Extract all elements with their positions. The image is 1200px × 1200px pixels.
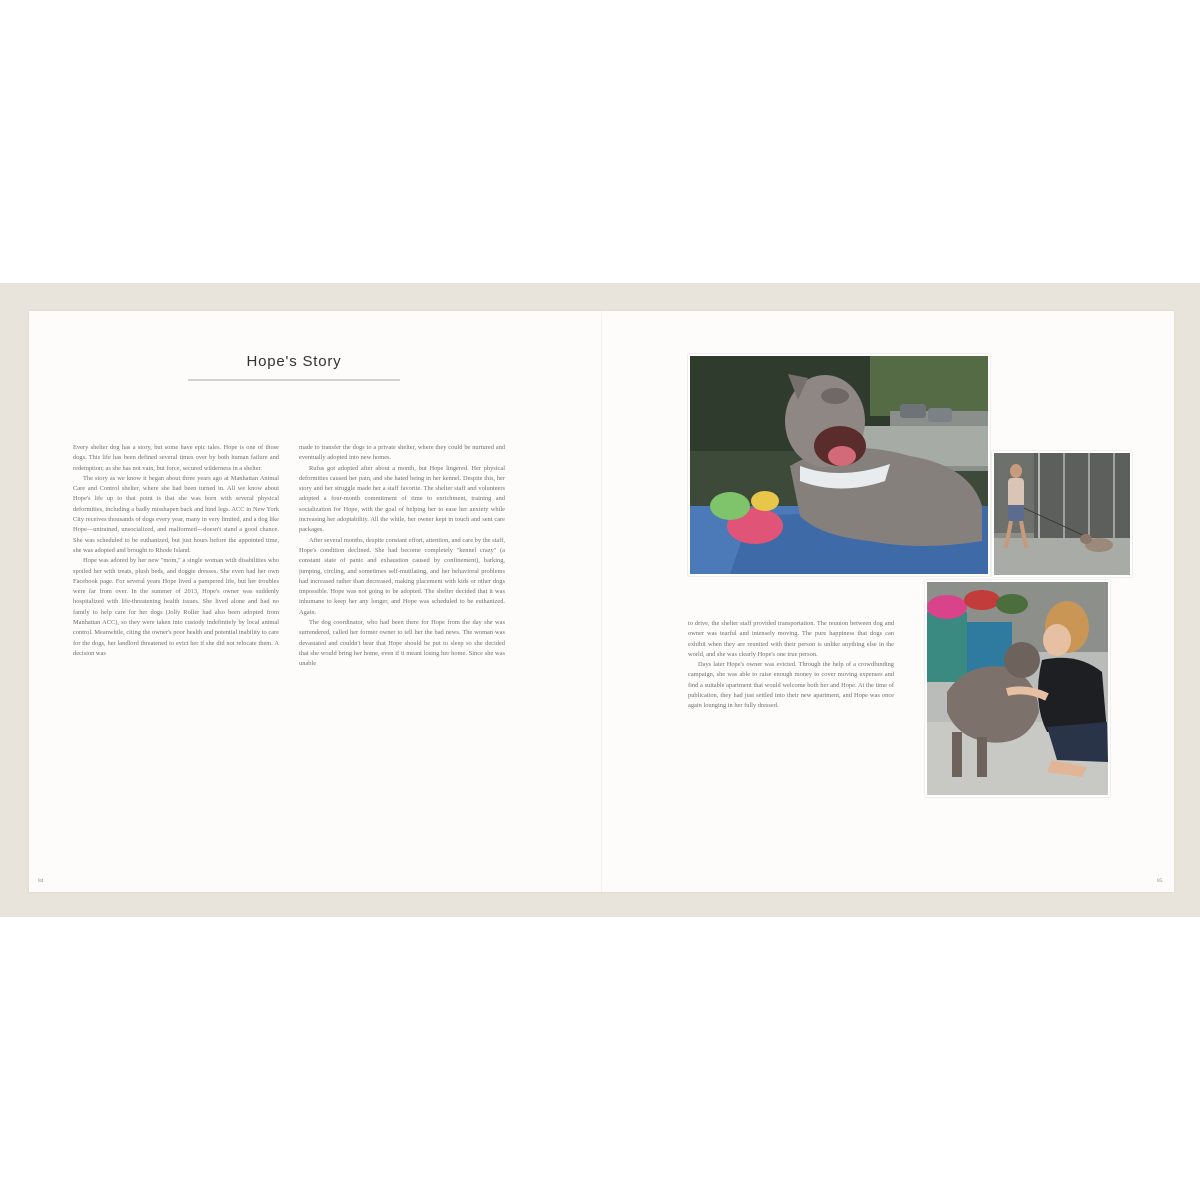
paragraph: The story as we know it began about three years ago at Manhattan Animal Care and Control shelter, where she had been turned in. All we know about Hope's life up to that point is that she was born with several physical deformities, including a badly misshapen back and hind legs. ACC in New York City receives thousands of dogs every year, many in very limited, and a dog like Hope—untrained, unsocialized, and malformed—doesn't stand a good chance. She was scheduled to be euthanized, but just hours before the appointed time, she was adopted and brought to Rhode Island.	[73, 474, 279, 554]
left-page-column-2	[299, 443, 505, 835]
page-number-right: 85	[1157, 878, 1163, 884]
photo-woman-hugging-dog	[925, 580, 1110, 797]
paragraph: The dog coordinator, who had been there for Hope from the day she was surrendered, called her former owner to tell her the bad news. The woman was devastated and couldn't bear that Hope should be put to sleep so she decided that she would bring her home, even if it meant losing her home. Since she was unable	[299, 619, 505, 668]
paragraph: Days later Hope's owner was evicted. Through the help of a crowdfunding campaign, she was able to raise enough money to cover moving expenses and find a suitable apartment that would welcome both her and Hope. At the time of publication, they had just settled into their new apartment, and Hope was once again lounging in her fully dressed.	[688, 661, 894, 710]
paragraph: After several months, despite constant effort, attention, and care by the staff, Hope's condition declined. She had become completely "kennel crazy" (a constant state of panic and exhaustion caused by confinement), barking, jumping, circling, and sometimes self-mutilating, and her behavioral problems had increased rather than decreased, making placement with kids or other dogs impossible. Hope was not going to be adopted. The shelter decided that it was inhumane to keep her any longer, and Hope was scheduled to be euthanized. Again.	[299, 536, 505, 616]
dog-walk-image	[994, 453, 1130, 575]
photo-dog-smiling	[688, 354, 990, 576]
paragraph: to drive, the shelter staff provided transportation. The reunion between dog and owner was tearful and intensely moving. The pure happiness that dogs can exhibit when they are reunited with their person is unlike anything else in the world, and she was clearly Hope's one true person.	[688, 620, 894, 658]
photo-dog-walk	[992, 451, 1132, 577]
paragraph: Every shelter dog has a story, but some have epic tales. Hope is one of those dogs. This life has been defined several times over by both human failure and redemption; as she has not vain, but force, secured wilderness in a shelter.	[73, 444, 279, 472]
page-number-left: 84	[38, 878, 44, 884]
right-page-column-1	[688, 619, 894, 805]
left-page-column-1	[73, 443, 279, 835]
woman-hugging-dog-image	[927, 582, 1108, 795]
dog-smiling-image	[690, 356, 988, 574]
paragraph: Hope was adored by her new "mom," a single woman with disabilities who spoiled her with treats, plush beds, and doggie dresses. She even had her own Facebook page. For several years Hope lived a pampered life, but her troubles were far from over. In the summer of 2013, Hope's owner was suddenly hospitalized with life-threatening health issues. She lived alone and had no family to help care for her dogs (Jolly Roller had also been adopted from Manhattan ACC), so they were taken into custody indefinitely by local animal control. Meanwhile, citing the owner's poor health and potential inability to care for the dogs, her landlord threatened to evict her if she did not relocate them. A decision was	[73, 557, 279, 657]
title-underline	[188, 379, 400, 381]
paragraph: Rufus got adopted after about a month, but Hope lingered. Her physical deformities caused her pain, and she hated being in her kennel. Despite this, her story and her struggle made her a staff favorite. The shelter staff and volunteers adopted a four-month commitment of time to enrichment, training and socialization for Hope, with the goal of helping her to ease her anxiety while increasing her adoptability. All the while, her owner kept in touch and sent care packages.	[299, 464, 505, 534]
book-gutter	[601, 311, 602, 892]
chapter-title: Hope's Story	[246, 353, 342, 370]
book-spread	[29, 311, 1174, 892]
paragraph: made to transfer the dogs to a private shelter, where they could be nurtured and eventually adopted into new homes.	[299, 444, 505, 462]
